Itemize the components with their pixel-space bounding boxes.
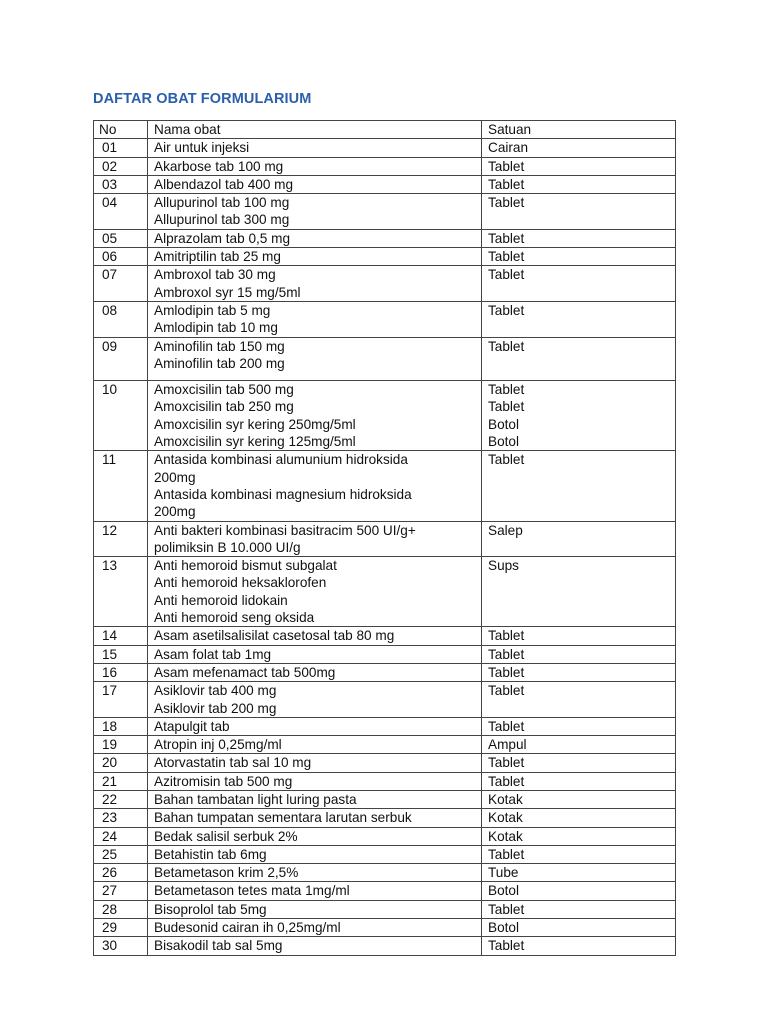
drug-name-cell bbox=[148, 790, 482, 808]
unit-label: Tablet bbox=[488, 628, 525, 644]
table-row bbox=[94, 754, 676, 772]
table-row bbox=[94, 301, 676, 337]
row-number: 27 bbox=[94, 882, 148, 900]
table-row bbox=[94, 900, 676, 918]
unit-label: Kotak bbox=[488, 810, 523, 826]
drug-name-cell bbox=[148, 682, 482, 718]
drug-name-cell bbox=[148, 736, 482, 754]
drug-name: Anti hemoroid bismut subgalat bbox=[154, 558, 337, 574]
unit-cell bbox=[482, 248, 676, 266]
unit-label: Tablet bbox=[488, 718, 525, 734]
drug-name-cell bbox=[148, 337, 482, 381]
row-number: 07 bbox=[94, 266, 148, 302]
drug-name-cell bbox=[148, 194, 482, 230]
unit-cell bbox=[482, 645, 676, 663]
drug-name: Atorvastatin tab sal 10 mg bbox=[154, 755, 312, 771]
row-number: 26 bbox=[94, 864, 148, 882]
unit-label: Kotak bbox=[488, 828, 523, 844]
table-row bbox=[94, 882, 676, 900]
formulary-table bbox=[93, 120, 676, 956]
drug-name: Budesonid cairan ih 0,25mg/ml bbox=[154, 920, 341, 936]
unit-label: Tablet bbox=[488, 773, 525, 789]
drug-name: Antasida kombinasi alumunium hidroksida bbox=[154, 452, 408, 468]
unit-cell bbox=[482, 451, 676, 521]
row-number: 25 bbox=[94, 845, 148, 863]
drug-name-cell bbox=[148, 521, 482, 557]
drug-name-cell bbox=[148, 809, 482, 827]
column-header-unit: Satuan bbox=[482, 121, 676, 139]
drug-name: Albendazol tab 400 mg bbox=[154, 176, 294, 192]
table-row bbox=[94, 157, 676, 175]
row-number: 11 bbox=[94, 451, 148, 521]
drug-name-cell bbox=[148, 937, 482, 955]
unit-label: Tablet bbox=[488, 230, 525, 246]
drug-name: Aminofilin tab 150 mg bbox=[154, 338, 285, 354]
drug-name-cell bbox=[148, 451, 482, 521]
row-number: 10 bbox=[94, 381, 148, 451]
header-row bbox=[94, 121, 676, 139]
unit-label: Sups bbox=[488, 558, 519, 574]
unit-label: Botol bbox=[488, 434, 519, 450]
unit-cell bbox=[482, 864, 676, 882]
unit-label: Botol bbox=[488, 883, 519, 899]
table-row bbox=[94, 337, 676, 381]
unit-cell bbox=[482, 301, 676, 337]
table-row bbox=[94, 381, 676, 451]
table-header bbox=[94, 121, 676, 139]
row-number: 12 bbox=[94, 521, 148, 557]
table-row bbox=[94, 627, 676, 645]
drug-name-cell bbox=[148, 248, 482, 266]
unit-cell bbox=[482, 157, 676, 175]
table-row bbox=[94, 772, 676, 790]
unit-cell bbox=[482, 557, 676, 627]
unit-cell bbox=[482, 682, 676, 718]
table-row bbox=[94, 229, 676, 247]
table-row bbox=[94, 682, 676, 718]
unit-cell bbox=[482, 266, 676, 302]
drug-name: Amoxcisilin tab 500 mg bbox=[154, 382, 294, 398]
unit-cell bbox=[482, 919, 676, 937]
row-number: 04 bbox=[94, 194, 148, 230]
drug-name-cell bbox=[148, 645, 482, 663]
unit-cell bbox=[482, 717, 676, 735]
table-row bbox=[94, 645, 676, 663]
drug-name: Ambroxol syr 15 mg/5ml bbox=[154, 284, 301, 300]
drug-name-cell bbox=[148, 900, 482, 918]
row-number: 09 bbox=[94, 337, 148, 381]
table-row bbox=[94, 139, 676, 157]
drug-name: Akarbose tab 100 mg bbox=[154, 158, 284, 174]
unit-cell bbox=[482, 139, 676, 157]
drug-name-cell bbox=[148, 557, 482, 627]
unit-label: Tablet bbox=[488, 195, 525, 211]
drug-name: Asam asetilsalisilat casetosal tab 80 mg bbox=[154, 628, 395, 644]
unit-label: Botol bbox=[488, 416, 519, 432]
unit-label: Tube bbox=[488, 865, 519, 881]
unit-cell bbox=[482, 790, 676, 808]
row-number: 13 bbox=[94, 557, 148, 627]
drug-name: Atapulgit tab bbox=[154, 718, 230, 734]
unit-cell bbox=[482, 754, 676, 772]
drug-name: Amlodipin tab 10 mg bbox=[154, 320, 278, 336]
drug-name: Azitromisin tab 500 mg bbox=[154, 773, 293, 789]
drug-name-cell bbox=[148, 663, 482, 681]
drug-name: Air untuk injeksi bbox=[154, 140, 250, 156]
drug-name: Betametason tetes mata 1mg/ml bbox=[154, 883, 350, 899]
drug-name: Bisoprolol tab 5mg bbox=[154, 901, 267, 917]
drug-name: Allupurinol tab 100 mg bbox=[154, 195, 290, 211]
unit-label: Tablet bbox=[488, 338, 525, 354]
drug-name: Bisakodil tab sal 5mg bbox=[154, 938, 283, 954]
unit-cell bbox=[482, 381, 676, 451]
unit-cell bbox=[482, 663, 676, 681]
drug-name: Amoxcisilin syr kering 250mg/5ml bbox=[154, 416, 356, 432]
unit-label: Tablet bbox=[488, 938, 525, 954]
drug-name: 200mg bbox=[154, 469, 196, 485]
drug-name: Ambroxol tab 30 mg bbox=[154, 267, 276, 283]
drug-name-cell bbox=[148, 864, 482, 882]
drug-name-cell bbox=[148, 919, 482, 937]
drug-name: Atropin inj 0,25mg/ml bbox=[154, 737, 282, 753]
drug-name: Amitriptilin tab 25 mg bbox=[154, 249, 281, 265]
drug-name: Asam mefenamact tab 500mg bbox=[154, 664, 336, 680]
column-header-no: No bbox=[94, 121, 148, 139]
row-number: 18 bbox=[94, 717, 148, 735]
unit-label: Tablet bbox=[488, 683, 525, 699]
table-row bbox=[94, 557, 676, 627]
drug-name-cell bbox=[148, 301, 482, 337]
unit-cell bbox=[482, 736, 676, 754]
unit-label: Tablet bbox=[488, 249, 525, 265]
unit-cell bbox=[482, 809, 676, 827]
row-number: 16 bbox=[94, 663, 148, 681]
unit-cell bbox=[482, 521, 676, 557]
table-row bbox=[94, 790, 676, 808]
table-row bbox=[94, 175, 676, 193]
unit-label: Tablet bbox=[488, 646, 525, 662]
unit-cell bbox=[482, 882, 676, 900]
drug-name: Aminofilin tab 200 mg bbox=[154, 355, 285, 371]
row-number: 30 bbox=[94, 937, 148, 955]
unit-label: Tablet bbox=[488, 158, 525, 174]
drug-name: Amoxcisilin syr kering 125mg/5ml bbox=[154, 434, 356, 450]
table-row bbox=[94, 736, 676, 754]
row-number: 15 bbox=[94, 645, 148, 663]
table-row bbox=[94, 717, 676, 735]
row-number: 05 bbox=[94, 229, 148, 247]
drug-name-cell bbox=[148, 882, 482, 900]
drug-name-cell bbox=[148, 381, 482, 451]
drug-name: Bahan tambatan light luring pasta bbox=[154, 791, 357, 807]
table-body bbox=[94, 139, 676, 955]
drug-name-cell bbox=[148, 157, 482, 175]
drug-name-cell bbox=[148, 627, 482, 645]
table-row bbox=[94, 864, 676, 882]
table-row bbox=[94, 845, 676, 863]
drug-name: Asiklovir tab 200 mg bbox=[154, 700, 277, 716]
unit-cell bbox=[482, 229, 676, 247]
drug-name-cell bbox=[148, 266, 482, 302]
row-number: 22 bbox=[94, 790, 148, 808]
unit-cell bbox=[482, 900, 676, 918]
drug-name: Anti hemoroid seng oksida bbox=[154, 610, 315, 626]
unit-label: Tablet bbox=[488, 846, 525, 862]
drug-name: Allupurinol tab 300 mg bbox=[154, 212, 290, 228]
drug-name: Anti hemoroid heksaklorofen bbox=[154, 575, 327, 591]
unit-label: Tablet bbox=[488, 755, 525, 771]
drug-name-cell bbox=[148, 827, 482, 845]
row-number: 21 bbox=[94, 772, 148, 790]
table-row bbox=[94, 266, 676, 302]
row-number: 28 bbox=[94, 900, 148, 918]
unit-cell bbox=[482, 845, 676, 863]
page-title: DAFTAR OBAT FORMULARIUM bbox=[93, 91, 312, 107]
table-row bbox=[94, 521, 676, 557]
unit-label: Cairan bbox=[488, 140, 529, 156]
row-number: 02 bbox=[94, 157, 148, 175]
table-row bbox=[94, 248, 676, 266]
unit-cell bbox=[482, 175, 676, 193]
drug-name: Anti hemoroid lidokain bbox=[154, 592, 288, 608]
row-number: 14 bbox=[94, 627, 148, 645]
unit-cell bbox=[482, 194, 676, 230]
unit-cell bbox=[482, 772, 676, 790]
drug-name: Bahan tumpatan sementara larutan serbuk bbox=[154, 810, 412, 826]
drug-name: Asiklovir tab 400 mg bbox=[154, 683, 277, 699]
drug-name: 200mg bbox=[154, 504, 196, 520]
unit-label: Tablet bbox=[488, 901, 525, 917]
table-row bbox=[94, 937, 676, 955]
table-row bbox=[94, 809, 676, 827]
unit-label: Tablet bbox=[488, 176, 525, 192]
row-number: 03 bbox=[94, 175, 148, 193]
drug-name: Asam folat tab 1mg bbox=[154, 646, 272, 662]
drug-name: Alprazolam tab 0,5 mg bbox=[154, 230, 291, 246]
drug-name-cell bbox=[148, 229, 482, 247]
unit-cell bbox=[482, 337, 676, 381]
unit-label: Tablet bbox=[488, 664, 525, 680]
drug-name: Betametason krim 2,5% bbox=[154, 865, 299, 881]
unit-label: Tablet bbox=[488, 267, 525, 283]
drug-name: Antasida kombinasi magnesium hidroksida bbox=[154, 486, 412, 502]
row-number: 08 bbox=[94, 301, 148, 337]
row-number: 20 bbox=[94, 754, 148, 772]
row-number: 06 bbox=[94, 248, 148, 266]
drug-name-cell bbox=[148, 754, 482, 772]
drug-name: Amlodipin tab 5 mg bbox=[154, 302, 271, 318]
unit-label: Tablet bbox=[488, 452, 525, 468]
table-row bbox=[94, 663, 676, 681]
unit-label: Botol bbox=[488, 920, 519, 936]
drug-name: polimiksin B 10.000 UI/g bbox=[154, 539, 301, 555]
row-number: 17 bbox=[94, 682, 148, 718]
drug-name-cell bbox=[148, 139, 482, 157]
table-row bbox=[94, 451, 676, 521]
cell-spacer bbox=[154, 372, 481, 380]
drug-name-cell bbox=[148, 772, 482, 790]
drug-name-cell bbox=[148, 845, 482, 863]
unit-label: Tablet bbox=[488, 302, 525, 318]
row-number: 19 bbox=[94, 736, 148, 754]
table-row bbox=[94, 827, 676, 845]
unit-label: Ampul bbox=[488, 737, 527, 753]
drug-name: Betahistin tab 6mg bbox=[154, 846, 267, 862]
unit-cell bbox=[482, 627, 676, 645]
table-row bbox=[94, 194, 676, 230]
drug-name-cell bbox=[148, 175, 482, 193]
drug-name: Amoxcisilin tab 250 mg bbox=[154, 399, 294, 415]
row-number: 23 bbox=[94, 809, 148, 827]
unit-cell bbox=[482, 937, 676, 955]
row-number: 29 bbox=[94, 919, 148, 937]
unit-label: Tablet bbox=[488, 399, 525, 415]
column-header-name: Nama obat bbox=[148, 121, 482, 139]
row-number: 24 bbox=[94, 827, 148, 845]
drug-name-cell bbox=[148, 717, 482, 735]
drug-name: Bedak salisil serbuk 2% bbox=[154, 828, 298, 844]
unit-cell bbox=[482, 827, 676, 845]
drug-name: Anti bakteri kombinasi basitracim 500 UI/g+ bbox=[154, 522, 416, 538]
unit-label: Tablet bbox=[488, 382, 525, 398]
row-number: 01 bbox=[94, 139, 148, 157]
unit-label: Kotak bbox=[488, 791, 523, 807]
unit-label: Salep bbox=[488, 522, 523, 538]
table-row bbox=[94, 919, 676, 937]
